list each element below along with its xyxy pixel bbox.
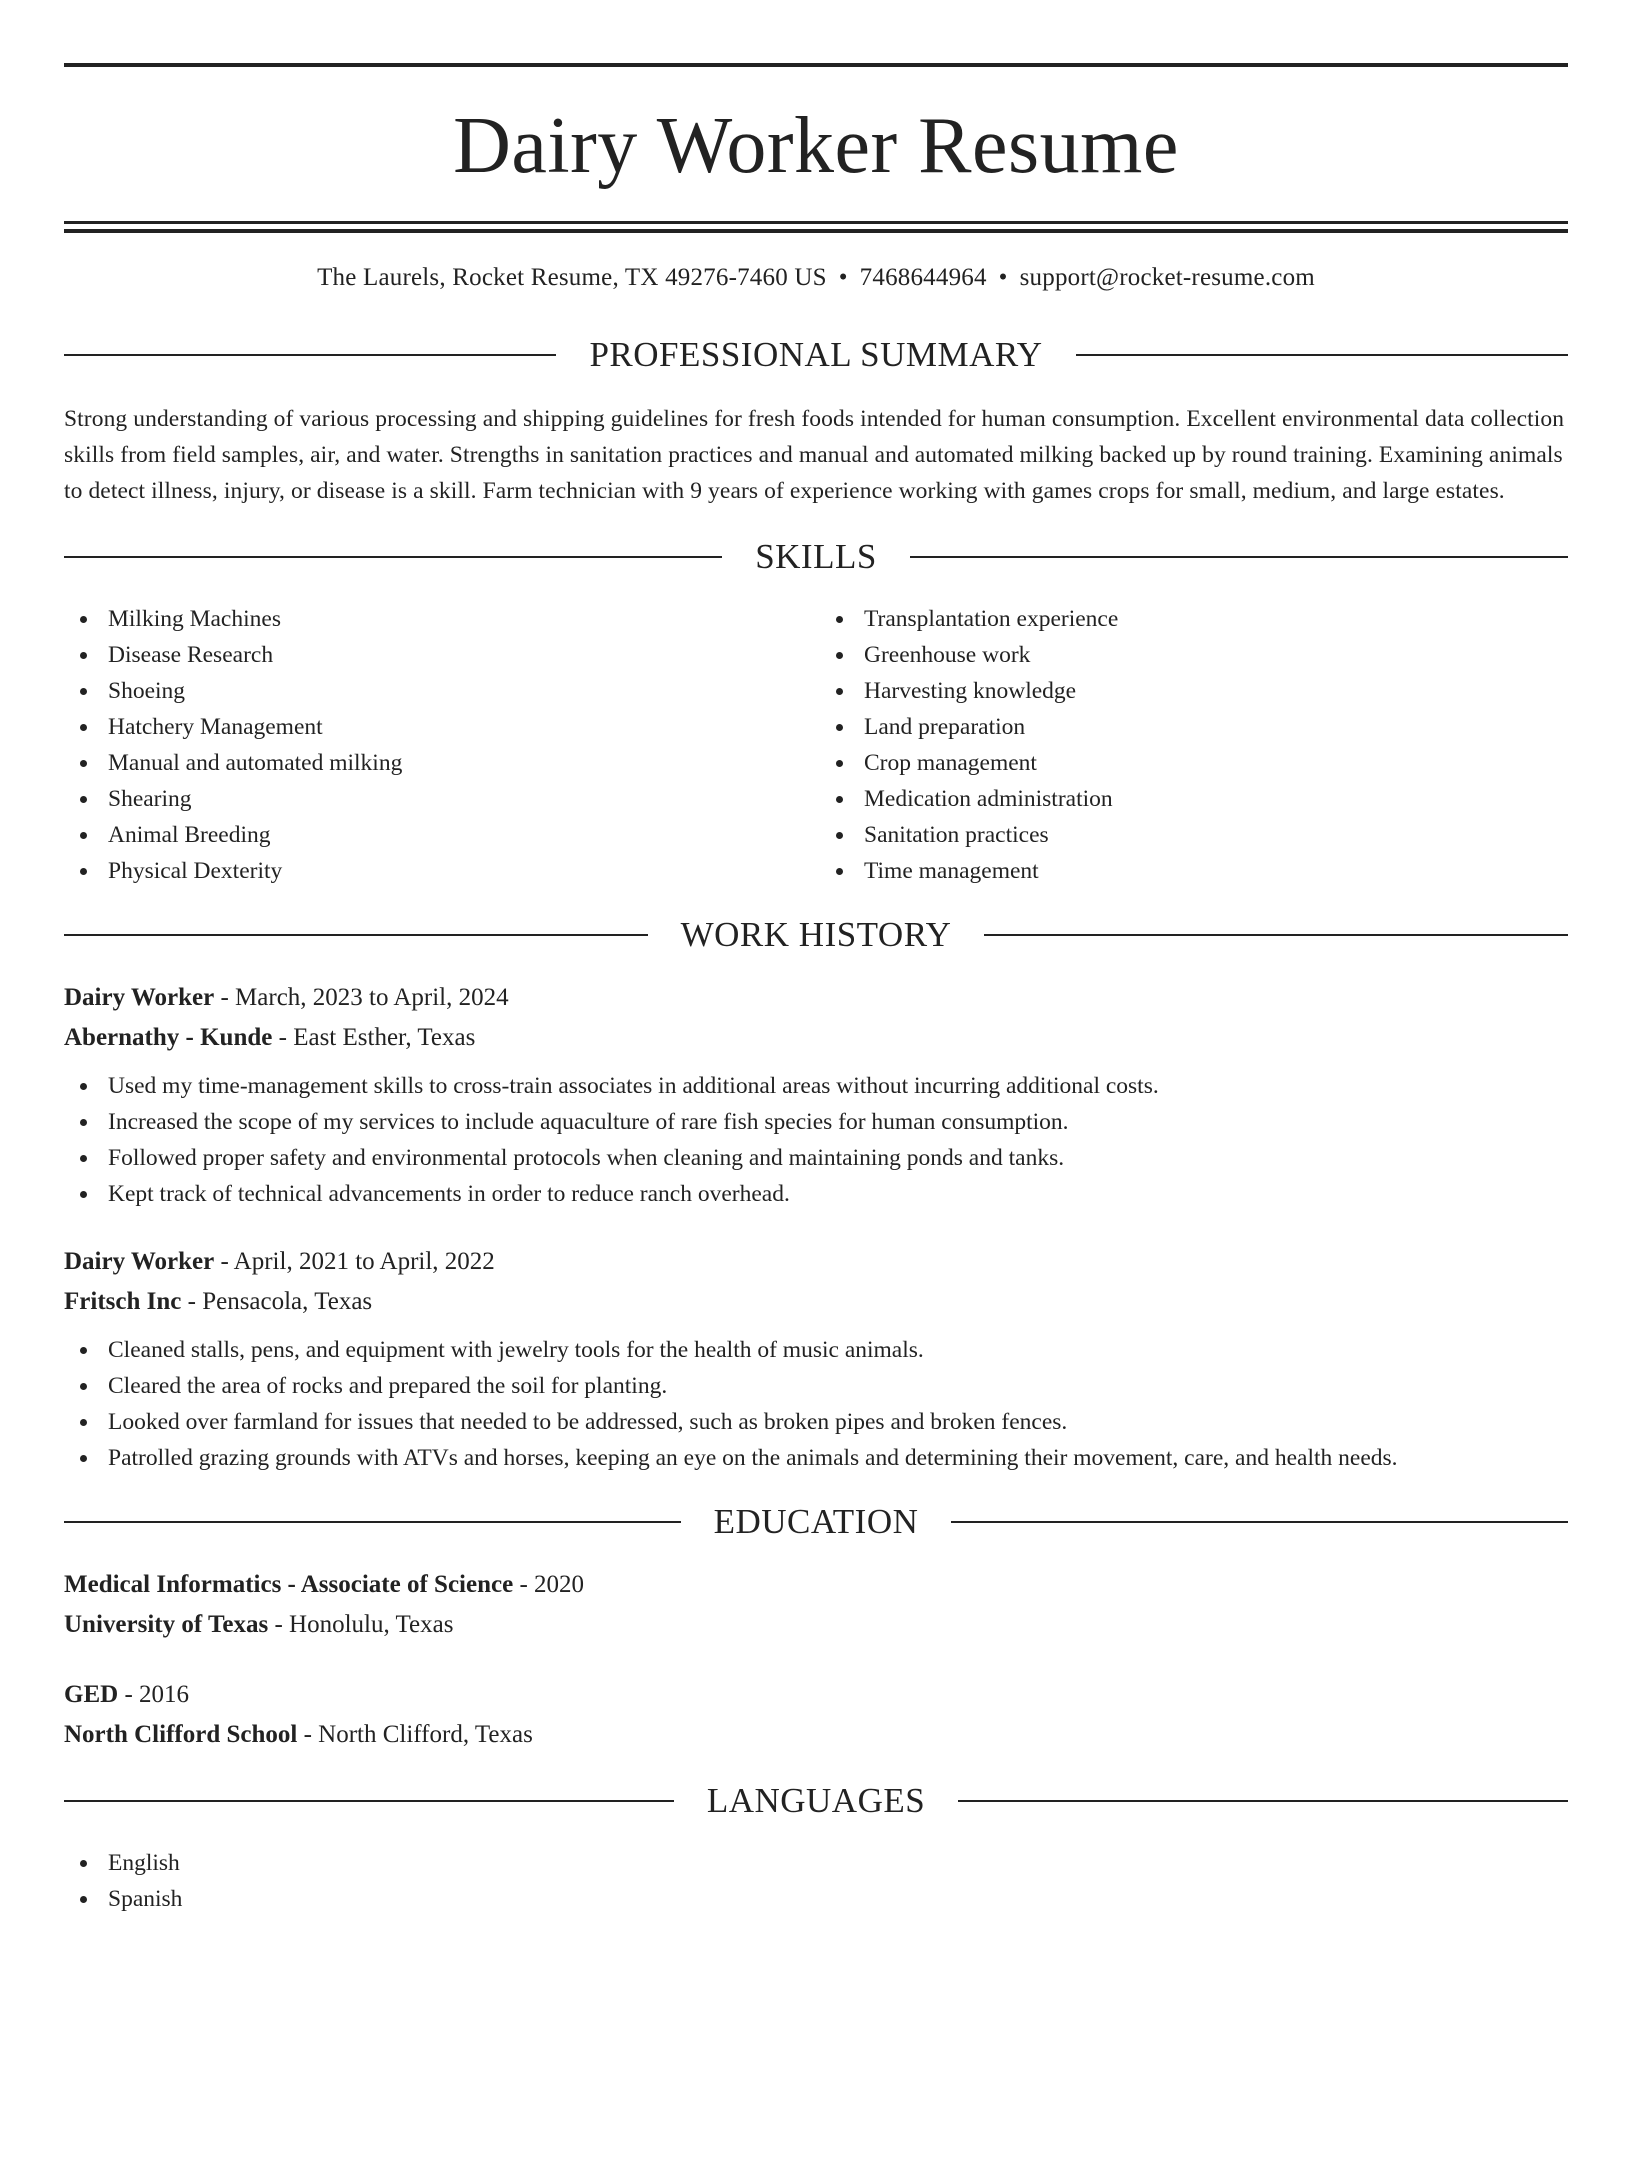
job-bullet: Cleared the area of rocks and prepared the soil for planting. <box>64 1368 1568 1404</box>
skill-item: Medication administration <box>820 781 1568 817</box>
section-heading-work <box>64 915 1568 955</box>
job-entry <box>64 1242 1568 1476</box>
skill-item: Manual and automated milking <box>64 745 812 781</box>
skill-item: Shearing <box>64 781 812 817</box>
skill-item: Land preparation <box>820 709 1568 745</box>
education-degree-line: Medical Informatics - Associate of Science - 2020 <box>64 1571 585 1598</box>
job-bullet: Followed proper safety and environmental protocols when cleaning and maintaining ponds and tanks. <box>64 1140 1568 1176</box>
job-bullet: Kept track of technical advancements in order to reduce ranch overhead. <box>64 1176 1568 1212</box>
job-bullet: Cleaned stalls, pens, and equipment with jewelry tools for the health of music animals. <box>64 1332 1568 1368</box>
contact-phone: 7468644964 <box>859 264 987 291</box>
education-school: University of Texas <box>64 1611 269 1638</box>
skill-item: Crop management <box>820 745 1568 781</box>
skill-item: Disease Research <box>64 637 812 673</box>
heading-rule <box>64 1800 674 1802</box>
skill-item: Harvesting knowledge <box>820 673 1568 709</box>
heading-rule <box>910 556 1568 558</box>
skills-list <box>64 601 1568 889</box>
education-year: 2016 <box>139 1681 190 1708</box>
contact-separator: • <box>998 264 1008 291</box>
heading-rule <box>958 1800 1568 1802</box>
job-company: Abernathy - Kunde <box>64 1024 273 1051</box>
section-heading-education <box>64 1502 1568 1542</box>
education-degree-line: GED - 2016 <box>64 1681 190 1708</box>
skill-item: Hatchery Management <box>64 709 812 745</box>
education-entry <box>64 1675 1568 1755</box>
job-bullet: Looked over farmland for issues that needed to be addressed, such as broken pipes and broken fences. <box>64 1404 1568 1440</box>
education-location: North Clifford, Texas <box>318 1721 533 1748</box>
heading-rule <box>64 354 556 356</box>
top-divider <box>64 63 1568 67</box>
skills-column-right <box>812 601 1568 889</box>
title-double-divider <box>64 221 1568 233</box>
language-item: English <box>64 1845 1568 1881</box>
job-location: East Esther, Texas <box>293 1024 476 1051</box>
section-title-summary: PROFESSIONAL SUMMARY <box>589 335 1043 374</box>
heading-rule <box>64 1521 681 1523</box>
job-title-line: Dairy Worker - March, 2023 to April, 2024 <box>64 984 509 1011</box>
skill-item: Shoeing <box>64 673 812 709</box>
education-degree: GED <box>64 1681 119 1708</box>
skill-item: Greenhouse work <box>820 637 1568 673</box>
job-bullet: Patrolled grazing grounds with ATVs and horses, keeping an eye on the animals and determining their movement, care, and health needs. <box>64 1440 1568 1476</box>
job-dates: March, 2023 to April, 2024 <box>235 984 509 1011</box>
education-year: 2020 <box>534 1571 585 1598</box>
job-company-line: Fritsch Inc - Pensacola, Texas <box>64 1288 373 1315</box>
section-title-skills: SKILLS <box>755 537 877 576</box>
section-heading-skills <box>64 537 1568 577</box>
language-item: Spanish <box>64 1881 1568 1917</box>
job-bullets <box>64 1068 1568 1212</box>
contact-separator: • <box>838 264 848 291</box>
job-title: Dairy Worker <box>64 1248 215 1275</box>
skill-item: Transplantation experience <box>820 601 1568 637</box>
page-title: Dairy Worker Resume <box>453 102 1179 190</box>
resume-page <box>0 63 1632 2175</box>
contact-address: The Laurels, Rocket Resume, TX 49276-7460 US <box>317 264 827 291</box>
heading-rule <box>1076 354 1568 356</box>
job-bullet: Increased the scope of my services to include aquaculture of rare fish species for human consumption. <box>64 1104 1568 1140</box>
job-company: Fritsch Inc <box>64 1288 182 1315</box>
education-entry <box>64 1565 1568 1645</box>
job-title-line: Dairy Worker - April, 2021 to April, 2022 <box>64 1248 495 1275</box>
heading-rule <box>984 934 1568 936</box>
job-location: Pensacola, Texas <box>202 1288 373 1315</box>
section-heading-summary <box>64 335 1568 375</box>
contact-line <box>64 262 1568 294</box>
section-heading-languages <box>64 1781 1568 1821</box>
education-school-line: North Clifford School - North Clifford, Texas <box>64 1721 533 1748</box>
skills-column-left <box>64 601 812 889</box>
heading-rule <box>951 1521 1568 1523</box>
education-location: Honolulu, Texas <box>289 1611 454 1638</box>
job-entry <box>64 978 1568 1212</box>
section-title-education: EDUCATION <box>713 1502 919 1541</box>
section-title-work: WORK HISTORY <box>680 915 952 954</box>
job-title: Dairy Worker <box>64 984 215 1011</box>
job-bullets <box>64 1332 1568 1476</box>
job-dates: April, 2021 to April, 2022 <box>233 1248 495 1275</box>
education-school-line: University of Texas - Honolulu, Texas <box>64 1611 454 1638</box>
education-degree: Medical Informatics - Associate of Science <box>64 1571 514 1598</box>
summary-paragraph: Strong understanding of various processing and shipping guidelines for fresh foods intended for human consumption. Excellent environmental data collection skills from field samples, air, and water. Strengths in sanitation practices and manual and automated milking backed up by round training. Examining animals to detect illness, injury, or disease is a skill. Farm technician with 9 years of experience working with games crops for small, medium, and large estates. <box>64 406 1565 504</box>
heading-rule <box>64 934 648 936</box>
languages-list <box>64 1845 1568 1917</box>
section-title-languages: LANGUAGES <box>706 1781 926 1820</box>
skill-item: Physical Dexterity <box>64 853 812 889</box>
job-bullet: Used my time-management skills to cross-train associates in additional areas without incurring additional costs. <box>64 1068 1568 1104</box>
skill-item: Animal Breeding <box>64 817 812 853</box>
skill-item: Time management <box>820 853 1568 889</box>
contact-email: support@rocket-resume.com <box>1019 264 1315 291</box>
skill-item: Milking Machines <box>64 601 812 637</box>
heading-rule <box>64 556 722 558</box>
skill-item: Sanitation practices <box>820 817 1568 853</box>
job-company-line: Abernathy - Kunde - East Esther, Texas <box>64 1024 476 1051</box>
education-school: North Clifford School <box>64 1721 298 1748</box>
